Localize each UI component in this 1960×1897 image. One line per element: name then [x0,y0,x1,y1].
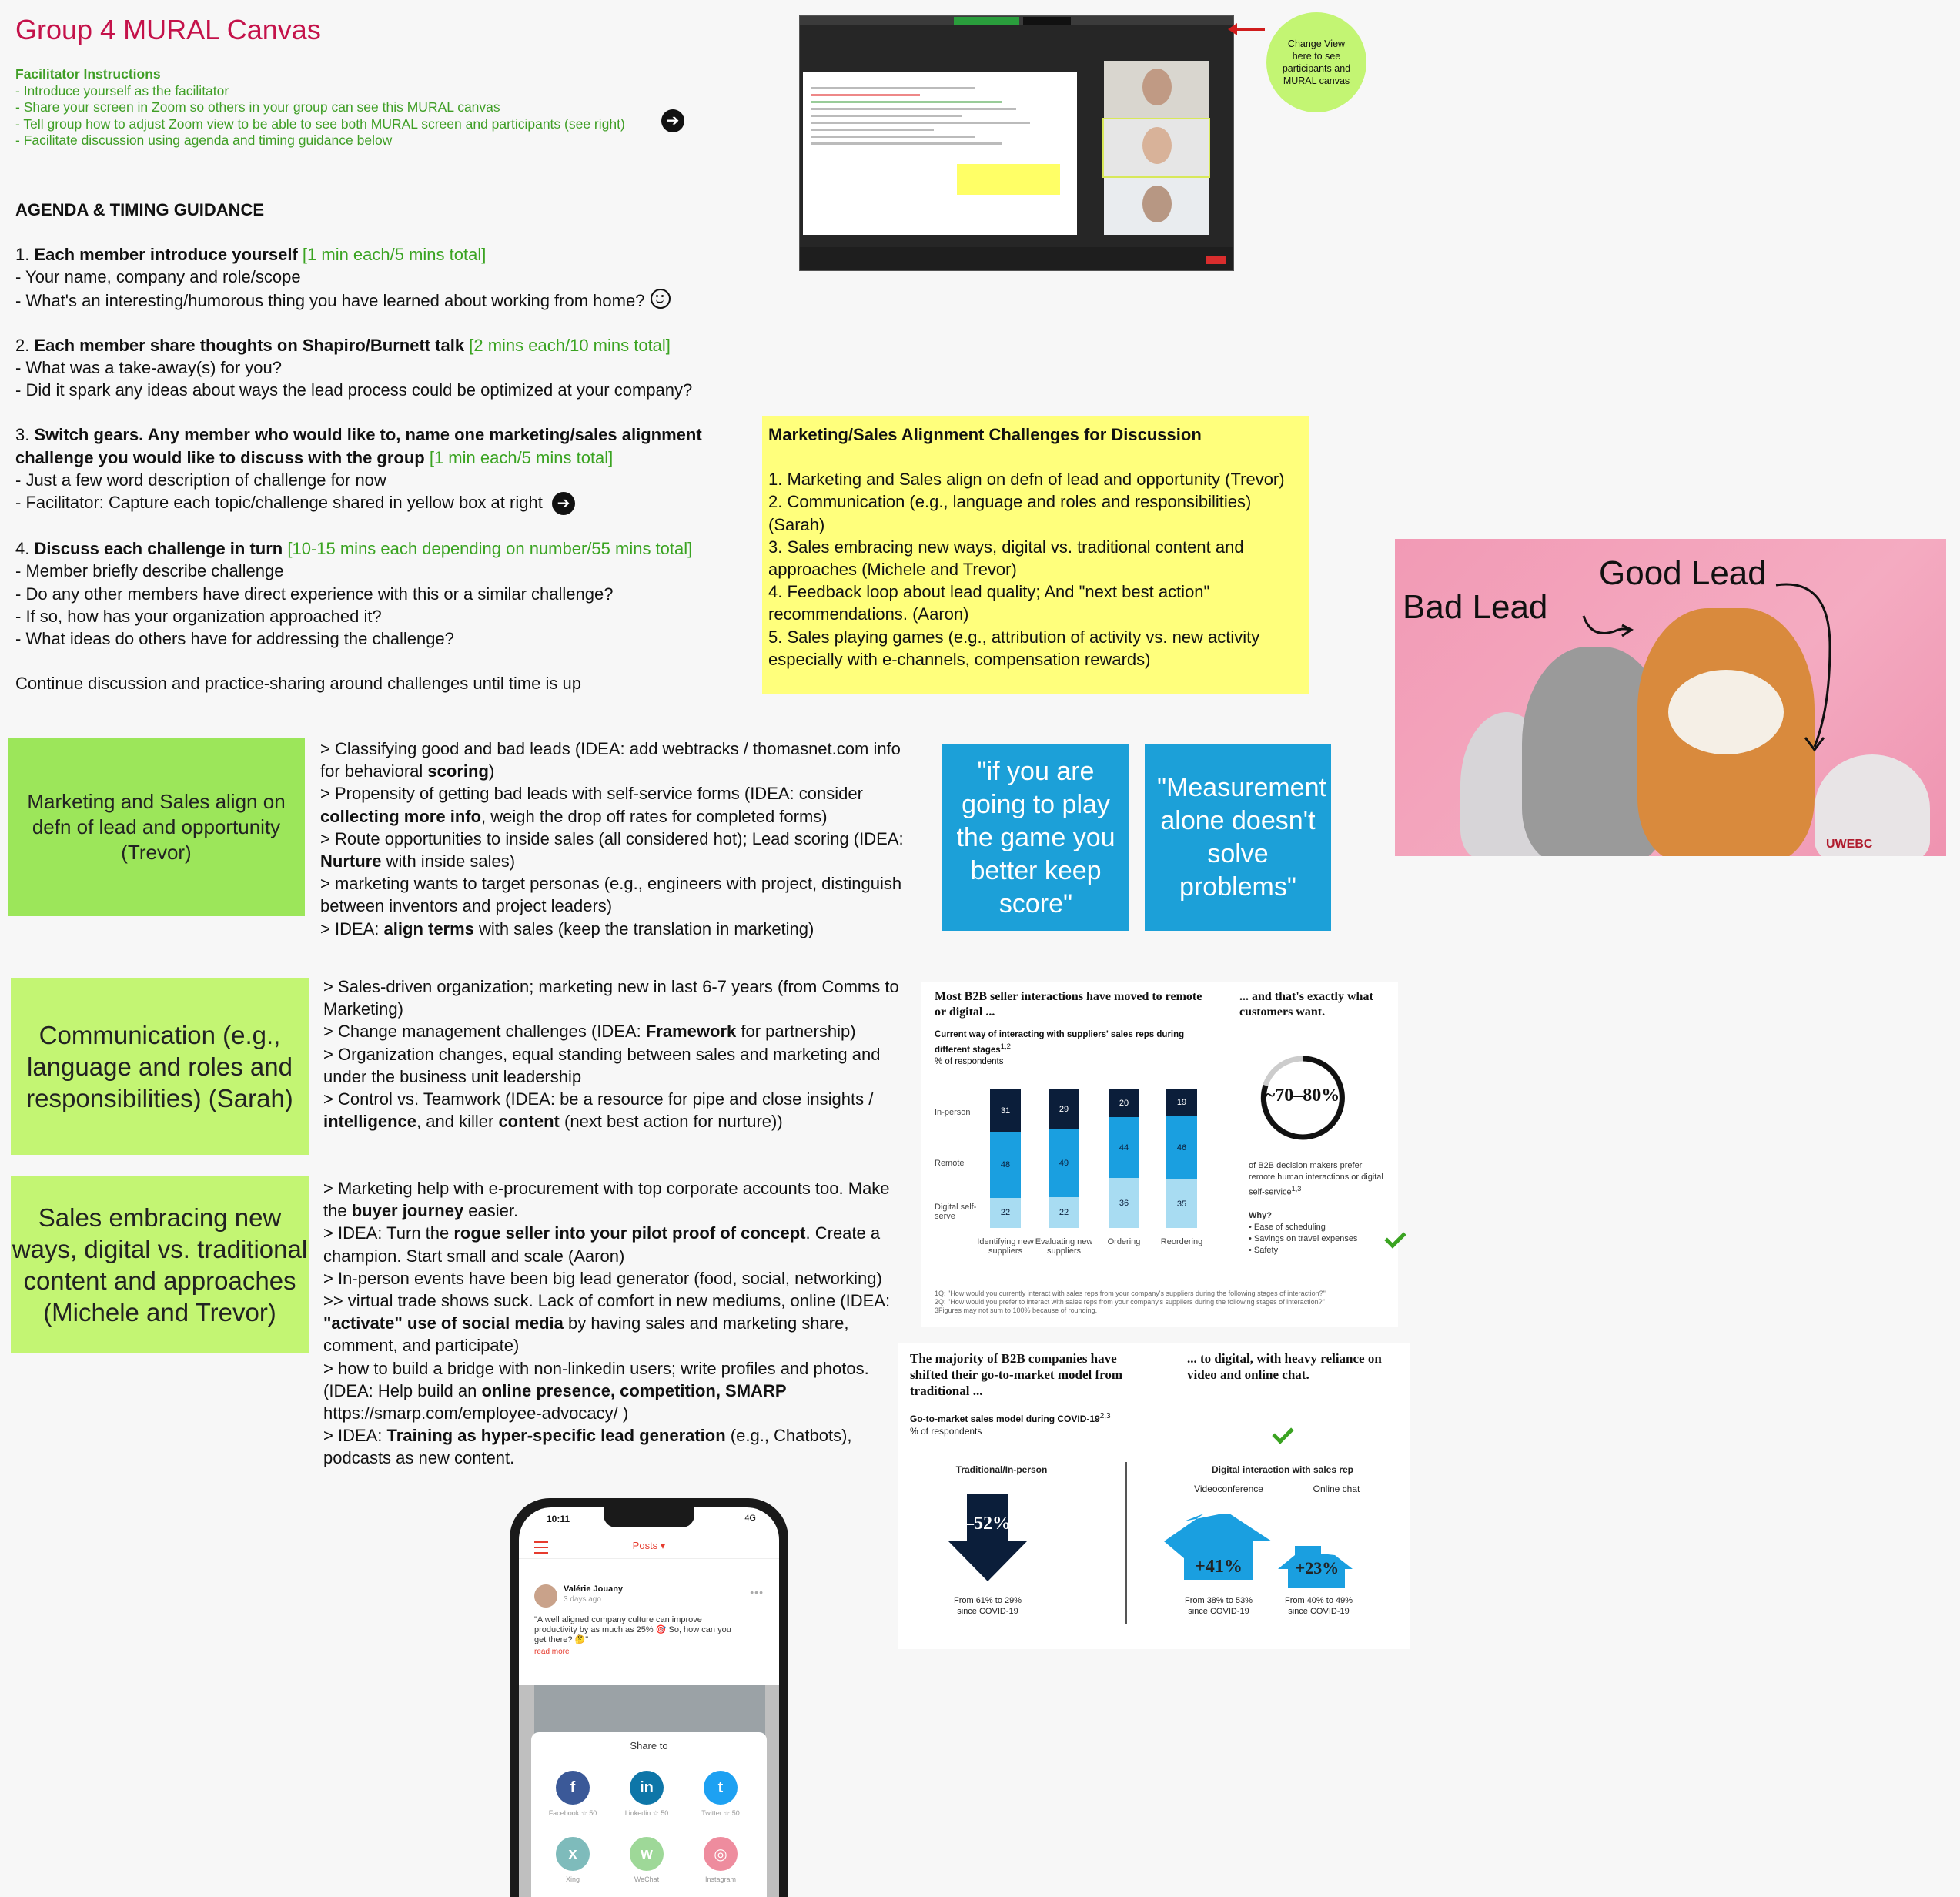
stage-label: Identifying new suppliers [977,1237,1034,1256]
chart-title-right: ... to digital, with heavy reliance on video and online chat. [1187,1351,1382,1382]
row-label: Digital self-serve [935,1203,977,1221]
videoconference-change: From 38% to 53% since COVID-19 [1184,1596,1253,1616]
ring-value: ~70–80% [1265,1086,1340,1106]
digital-label: Digital interaction with sales rep [1211,1464,1354,1475]
uwebc-logo: UWEBC [1826,838,1873,851]
good-lead-label: Good Lead [1599,554,1767,592]
bar-segment: 19 [1166,1089,1197,1116]
note-line: > Change management challenges (IDEA: [323,1022,646,1042]
note-bold: Nurture [320,851,382,872]
note-line: > In-person events have been big lead generator (food, social, networking) >> virtual trade shows suck. Lack of comfort in new mediums, online (IDEA: [323,1268,891,1311]
challenge-item: 2. Communication (e.g., language and roles and responsibilities) (Sarah) [768,492,1252,534]
note-line: > how to build a bridge with non-linkedin users; write profiles and photos. (IDEA: Help build an [323,1358,869,1400]
note-line: (next best action for nurture)) [559,1112,783,1132]
bar-stack [1049,1089,1079,1228]
videoconference-label: Videoconference [1194,1484,1263,1494]
bar-segment: 22 [1049,1197,1079,1228]
agenda-item: - Member briefly describe challenge [15,561,284,581]
bar-stack [1109,1089,1139,1228]
traditional-label: Traditional/In-person [955,1464,1048,1475]
bad-lead-label: Bad Lead [1403,588,1548,626]
note-bold: intelligence [323,1112,417,1132]
agenda-section-4 [15,537,754,650]
curved-arrow-icon [1395,539,1946,856]
traditional-value: –52% [965,1514,1011,1534]
note-line: ) [488,761,495,781]
facilitator-item: - Tell group how to adjust Zoom view to be able to see both MURAL screen and participants (see right) [15,115,625,132]
agenda-section-3 [15,423,739,515]
note-bold: "activate" use of social media [323,1313,564,1333]
agenda-item: - If so, how has your organization approached it? [15,606,382,626]
traditional-change: From 61% to 29% since COVID-19 [953,1596,1022,1616]
note-line: . Create a champion. Start small and scale (Aaron) [323,1223,881,1266]
agenda-item: - What's an interesting/humorous thing you have learned about working from home? [15,290,645,310]
sticky-note-green[interactable] [8,738,305,916]
zoom-screenshot [799,15,1234,271]
why-item: • Safety [1249,1245,1279,1255]
share-wechat-icon[interactable]: w [630,1837,664,1871]
agenda-num: 3. [15,425,35,445]
bar-segment: 29 [1049,1089,1079,1129]
agenda-item: - What was a take-away(s) for you? [15,358,283,378]
note-text: "Measurement alone doesn't solve problems" [1157,773,1326,902]
smiley-icon [651,289,671,309]
chart-subtitle-bold: Current way of interacting with suppliers' sales reps during different stages [935,1030,1185,1055]
share-label: WeChat [634,1875,660,1883]
chart-unit: % of respondents [910,1426,982,1437]
agenda [15,199,754,694]
agenda-timing: [2 mins each/10 mins total] [464,335,671,355]
note-text: Marketing and Sales align on defn of lead and opportunity (Trevor) [27,789,286,864]
note-bold: align terms [383,918,474,938]
change-view-callout [1266,12,1366,112]
share-to-label: Share to [630,1740,668,1751]
share-xing-icon[interactable]: x [556,1837,590,1871]
stage-label: Evaluating new suppliers [1035,1237,1093,1256]
good-bad-lead-image [1395,539,1946,856]
participant-tile [1104,178,1209,235]
note-line: (e.g., Chatbots), podcasts as new content. [323,1426,852,1468]
sticky-note-green[interactable] [11,1176,309,1353]
share-sheet [531,1732,767,1897]
agenda-item: - Your name, company and role/scope [15,267,301,287]
agenda-item: - Do any other members have direct experience with this or a similar challenge? [15,584,614,604]
challenge-item: 3. Sales embracing new ways, digital vs. traditional content and approaches (Michele and Trevor) [768,537,1244,580]
why-item: • Savings on travel expenses [1249,1233,1358,1243]
challenge-item: 4. Feedback loop about lead quality; And "next best action" recommendations. (Aaron) [768,582,1210,624]
note-text: Sales embracing new ways, digital vs. traditional content and approaches (Michele and Trevor) [12,1203,308,1327]
callout-text: Change View here to see participants and MURAL canvas [1282,38,1351,86]
red-arrow-icon [1236,28,1265,31]
agenda-item: - What ideas do others have for addressing the challenge? [15,629,454,649]
footnote-ref: 1,2 [1000,1042,1011,1051]
agenda-item: - Did it spark any ideas about ways the lead process could be optimized at your company? [15,380,693,400]
post-author: Valérie Jouany [564,1584,624,1594]
note-line: > Propensity of getting bad leads with self-service forms (IDEA: consider [320,784,863,804]
b2b-interactions-chart [921,982,1398,1327]
shared-screen-thumbnail [803,72,1077,235]
agenda-num: 2. [15,335,35,355]
stage-label: Ordering [1107,1237,1141,1246]
participant-tile [1104,61,1209,118]
bar-segment: 36 [1109,1178,1139,1228]
note-bold: scoring [427,761,489,781]
arrow-right-icon: ➔ [552,492,575,515]
agenda-item: - Just a few word description of challenge for now [15,470,386,490]
videoconference-value: +41% [1195,1557,1243,1577]
note-text: Communication (e.g., language and roles and responsibilities) (Sarah) [26,1020,293,1112]
share-instagram-icon[interactable]: ◎ [704,1837,738,1871]
agenda-num: 4. [15,539,35,559]
facilitator-item: - Facilitate discussion using agenda and timing guidance below [15,132,393,148]
why-item: • Ease of scheduling [1249,1222,1326,1232]
share-label: Facebook ☆ 50 [548,1809,597,1817]
footnote: 1Q: "How would you currently interact with sales reps from your company's suppliers during the following stages of interaction?" [935,1290,1326,1297]
note-line: with inside sales) [381,851,516,872]
bar-segment: 48 [990,1132,1021,1198]
online-chat-value: +23% [1295,1558,1340,1577]
note-line: > Marketing help with e-procurement with top corporate accounts too. Make the [323,1179,890,1221]
note-line: > IDEA: [323,1426,387,1446]
chart-title: Most B2B seller interactions have moved to remote or digital ... [935,990,1202,1019]
posts-dropdown: Posts ▾ [632,1540,666,1551]
challenge-item: 1. Marketing and Sales align on defn of lead and opportunity (Trevor) [768,470,1285,490]
share-twitter-icon[interactable]: t [704,1771,738,1805]
post-time: 3 days ago [564,1595,601,1604]
stage-label: Reordering [1160,1237,1203,1246]
smartphone-mockup [510,1498,788,1897]
note-line: > marketing wants to target personas (e.g., engineers with project, distinguish between inventors and project leaders) [320,874,902,916]
footnote-ref: 1,3 [1291,1185,1302,1193]
discussion-notes-3[interactable] [323,1177,893,1470]
share-label: Linkedin ☆ 50 [624,1809,669,1817]
note-line: > IDEA: Turn the [323,1223,454,1243]
agenda-timing: [10-15 mins each depending on number/55 mins total] [283,539,693,559]
bar-segment: 31 [990,1089,1021,1132]
note-line: with sales (keep the translation in marketing) [473,918,814,938]
agenda-timing: [1 min each/5 mins total] [424,447,614,467]
footnote: 2Q: "How would you prefer to interact with sales reps from your company's suppliers during the following stages of interaction?" [935,1298,1325,1306]
status-time: 10:11 [547,1514,570,1524]
agenda-section-2 [15,334,754,402]
chart-subtitle [935,1029,1212,1068]
canvas-title: Group 4 MURAL Canvas [15,14,321,45]
why-label: Why? [1249,1210,1272,1220]
bar-segment: 46 [1166,1116,1197,1179]
agenda-item: - Facilitator: Capture each topic/challenge shared in yellow box at right [15,493,543,513]
note-bold: Training as hyper-specific lead generation [386,1426,726,1446]
note-line: > Route opportunities to inside sales (all considered hot); Lead scoring (IDEA: [320,828,904,848]
note-bold: buyer journey [351,1201,464,1221]
share-label: Xing [565,1875,580,1883]
chart-title-right: ... and that's exactly what customers want. [1239,990,1373,1019]
ring-text: of B2B decision makers prefer remote human interactions or digital self-service [1249,1161,1383,1197]
note-bold: content [498,1112,560,1132]
bar-segment: 22 [990,1198,1021,1228]
bar-segment: 44 [1109,1117,1139,1178]
note-bold: Framework [645,1022,737,1042]
note-line: > Control vs. Teamwork (IDEA: be a resource for pipe and close insights / [323,1089,874,1109]
facilitator-item: - Introduce yourself as the facilitator [15,82,229,99]
row-label: In-person [935,1108,971,1117]
agenda-step-title: Each member share thoughts on Shapiro/Burnett talk [34,335,465,355]
note-bold: rogue seller into your pilot proof of concept [453,1223,806,1243]
discussion-notes-1[interactable] [320,738,913,940]
participant-tile [1104,119,1209,176]
share-facebook-icon[interactable]: f [556,1771,590,1805]
footnote-ref: 2,3 [1099,1412,1111,1420]
bar-segment: 49 [1049,1129,1079,1197]
bar-segment: 35 [1166,1179,1197,1228]
post-text: "A well aligned company culture can improve productivity by as much as 25% 🎯 So, how can you get there? 🤔" [534,1615,731,1644]
arrow-right-icon: ➔ [661,109,684,132]
note-bold: collecting more info [320,806,482,826]
read-more-link: read more [534,1648,570,1656]
facilitator-heading: Facilitator Instructions [15,66,161,82]
signal-indicator: 4G [744,1514,756,1523]
note-line: https://smarp.com/employee-advocacy/ ) [323,1404,629,1424]
facilitator-instructions [15,66,625,149]
note-line: > Organization changes, equal standing between sales and marketing and under the business unit leadership [323,1044,881,1086]
note-line: , and killer [416,1112,499,1132]
note-text: "if you are going to play the game you better keep score" [956,756,1115,918]
sticky-note-green[interactable] [11,978,309,1155]
agenda-heading: AGENDA & TIMING GUIDANCE [15,200,265,219]
note-line: by having sales and marketing share, comment, and participate) [323,1313,849,1356]
share-label: Twitter ☆ 50 [701,1809,740,1817]
note-line: easier. [463,1201,519,1221]
agenda-num: 1. [15,245,35,265]
note-line: > Sales-driven organization; marketing new in last 6-7 years (from Comms to Marketing) [323,977,899,1019]
avatar [534,1584,557,1608]
agenda-step-title: Switch gears. Any member who would like to, name one marketing/sales alignment challenge you would like to discuss with the group [15,425,702,467]
sticky-note-blue[interactable] [942,744,1129,931]
note-line: , weigh the drop off rates for completed forms) [481,806,828,826]
row-label: Remote [935,1159,965,1168]
note-bold: online presence, competition, SMARP [481,1380,787,1400]
chart-title: The majority of B2B companies have shifted their go-to-market model from traditional ... [910,1351,1123,1398]
agenda-closing: Continue discussion and practice-sharing around challenges until time is up [15,674,581,694]
online-chat-label: Online chat [1313,1484,1360,1494]
more-icon: ••• [750,1586,764,1598]
chart-unit: % of respondents [935,1056,1004,1066]
note-line: > IDEA: [320,918,384,938]
agenda-step-title: Discuss each challenge in turn [34,539,283,559]
challenges-yellow-box[interactable] [762,416,1309,694]
share-linkedin-icon[interactable]: in [630,1771,664,1805]
chart-subtitle-bold: Go-to-market sales model during COVID-19 [910,1414,1100,1424]
facilitator-item: - Share your screen in Zoom so others in your group can see this MURAL canvas [15,99,500,115]
ring-description [1249,1160,1387,1256]
share-label: Instagram [704,1875,737,1883]
challenge-item: 5. Sales playing games (e.g., attribution of activity vs. new activity especially with e-channels, compensation rewards) [768,627,1260,669]
note-line: for partnership) [736,1022,856,1042]
bar-stack [990,1089,1021,1228]
online-chat-change: From 40% to 49% since COVID-19 [1284,1596,1353,1616]
bar-stack [1166,1089,1197,1228]
yellow-box-heading: Marketing/Sales Alignment Challenges for Discussion [768,425,1202,444]
bar-segment: 20 [1109,1089,1139,1117]
chart-footnotes [935,1290,1366,1315]
agenda-timing: [1 min each/5 mins total] [297,245,487,265]
discussion-notes-2[interactable] [323,975,901,1133]
agenda-section-1 [15,243,754,312]
go-to-market-chart [898,1343,1410,1649]
leave-button [1206,256,1226,264]
agenda-step-title: Each member introduce yourself [34,245,298,265]
footnote: 3Figures may not sum to 100% because of rounding. [935,1306,1098,1314]
sticky-note-blue[interactable] [1145,744,1331,931]
note-line: > Classifying good and bad leads (IDEA: add webtracks / thomasnet.com info for behavioral [320,739,901,781]
